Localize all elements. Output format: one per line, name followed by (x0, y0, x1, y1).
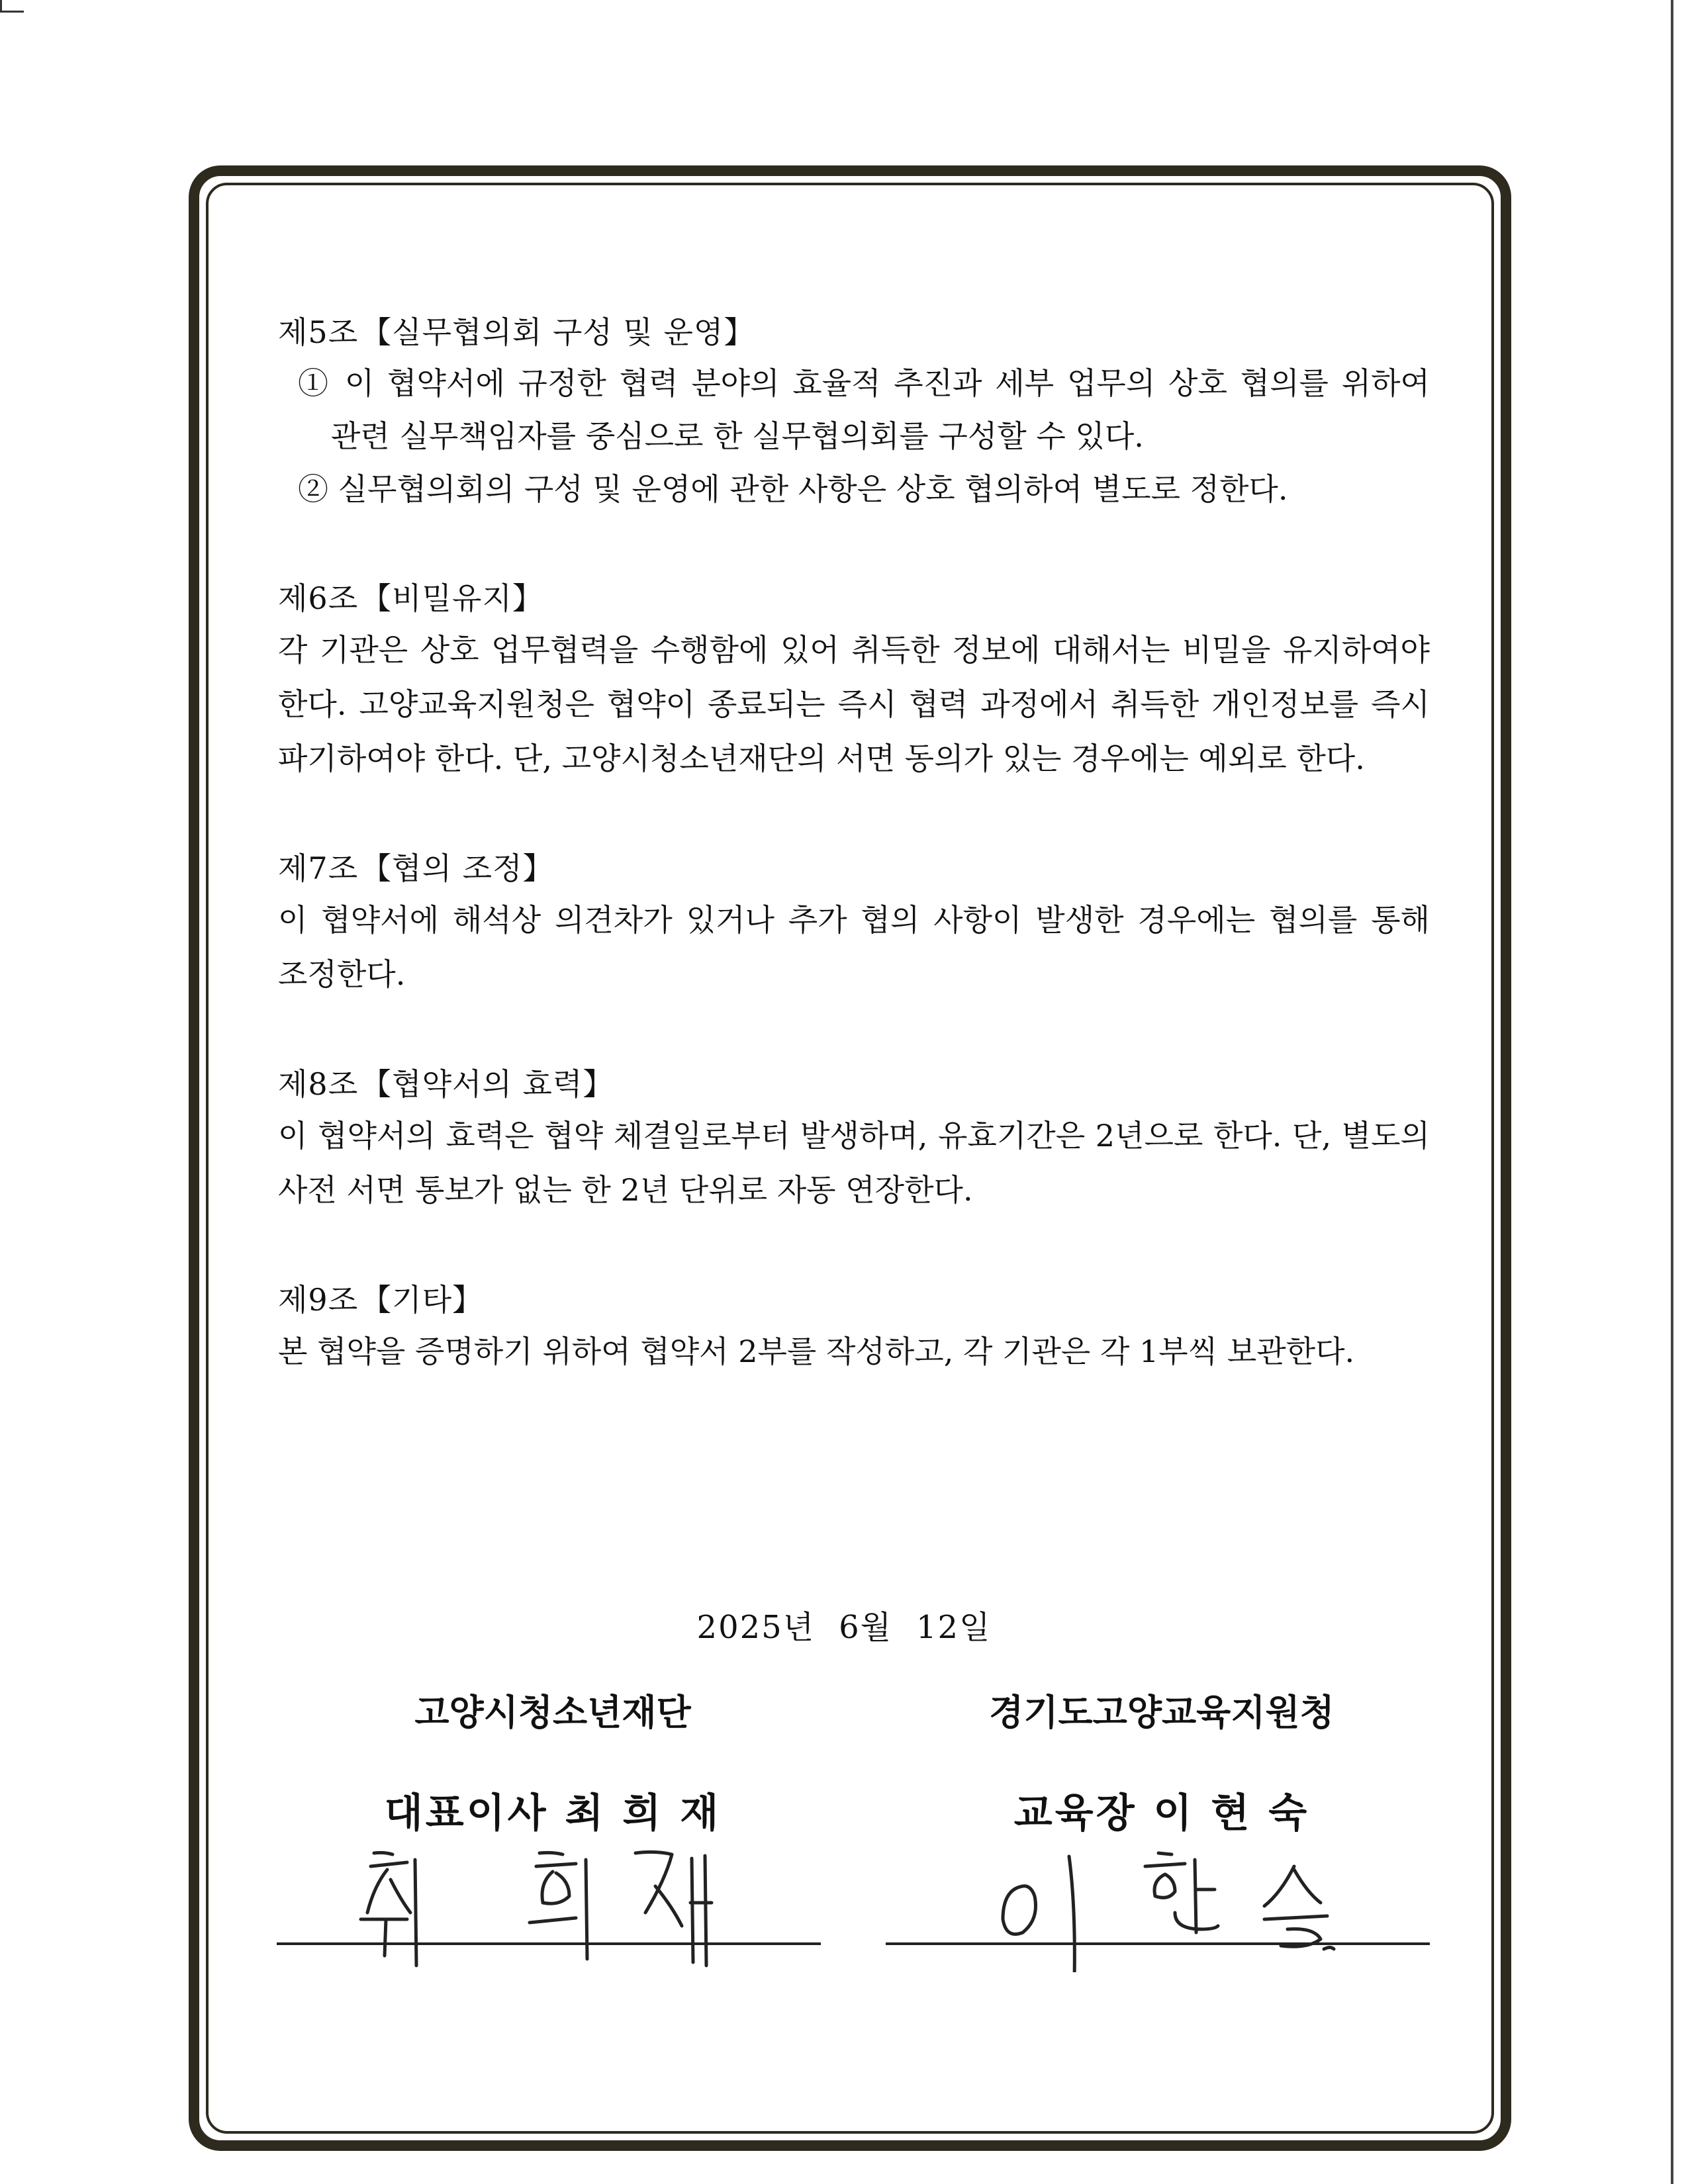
article-title: 【실무협의회 구성 및 운영】 (361, 314, 755, 350)
article-text: 본 협약을 증명하기 위하여 협약서 2부를 작성하고, 각 기관은 각 1부씩 보관한다. (278, 1334, 1355, 1369)
article-9 (278, 1275, 1430, 1379)
article-heading (278, 1060, 1430, 1109)
party-right-representative: 교육장 이 현 숙 (1013, 1790, 1310, 1837)
scan-mark (0, 0, 2, 11)
article-title: 【비밀유지】 (361, 580, 543, 616)
article-heading (278, 844, 1430, 893)
article-7 (278, 844, 1430, 1001)
article-title: 【기타】 (361, 1282, 484, 1318)
article-number: 제8조 (278, 1066, 359, 1102)
article-text: 각 기관은 상호 업무협력을 수행함에 있어 취득한 정보에 대해서는 비밀을 유지하여야 한다. 고양교육지원청은 협약이 종료되는 즉시 협력 과정에서 취득한 개인정보를 즉시 파기하여야 한다. 단, 고양시청소년재단의 서면 동의가 있는 경우에는 예외로 한다. (278, 632, 1430, 776)
date-day: 12일 (916, 1609, 992, 1646)
article-heading (278, 574, 1430, 623)
article-5 (278, 308, 1430, 516)
handwritten-signature-left (275, 1840, 831, 1972)
date-month: 6월 (839, 1609, 892, 1646)
article-number: 제7조 (278, 850, 359, 886)
article-text: 이 협약서에 해석상 의견차가 있거나 추가 협의 사항이 발생한 경우에는 협의를 통해 조정한다. (278, 902, 1430, 992)
signature-line-left (277, 1942, 821, 1945)
agreement-body (278, 308, 1430, 1437)
article-number: 제9조 (278, 1282, 359, 1318)
page-edge (1671, 0, 1673, 2184)
article-6 (278, 574, 1430, 786)
article-item: ② 실무협의회의 구성 및 운영에 관한 사항은 상호 협의하여 별도로 정한다. (298, 471, 1288, 507)
agreement-date (0, 1602, 1688, 1647)
handwritten-signature-right (884, 1840, 1440, 1972)
article-heading (278, 308, 1430, 357)
article-number: 제6조 (278, 580, 359, 616)
article-number: 제5조 (278, 314, 359, 350)
article-text: 이 협약서의 효력은 협약 체결일로부터 발생하며, 유효기간은 2년으로 한다. 단, 별도의 사전 서면 통보가 없는 한 2년 단위로 자동 연장한다. (278, 1118, 1430, 1208)
date-year: 2025년 (696, 1609, 816, 1646)
party-left-org: 고양시청소년재단 (414, 1692, 691, 1733)
article-heading (278, 1275, 1430, 1324)
party-right-org: 경기도고양교육지원청 (989, 1692, 1335, 1733)
signature-line-right (886, 1942, 1430, 1945)
article-title: 【협의 조정】 (361, 850, 554, 886)
article-8 (278, 1060, 1430, 1217)
article-title: 【협약서의 효력】 (361, 1066, 614, 1102)
scan-mark (0, 0, 24, 13)
article-item: ① 이 협약서에 규정한 협력 분야의 효율적 추진과 세부 업무의 상호 협의를 위하여 관련 실무책임자를 중심으로 한 실무협의회를 구성할 수 있다. (298, 365, 1430, 454)
party-left-representative: 대표이사 최 희 재 (384, 1790, 722, 1837)
